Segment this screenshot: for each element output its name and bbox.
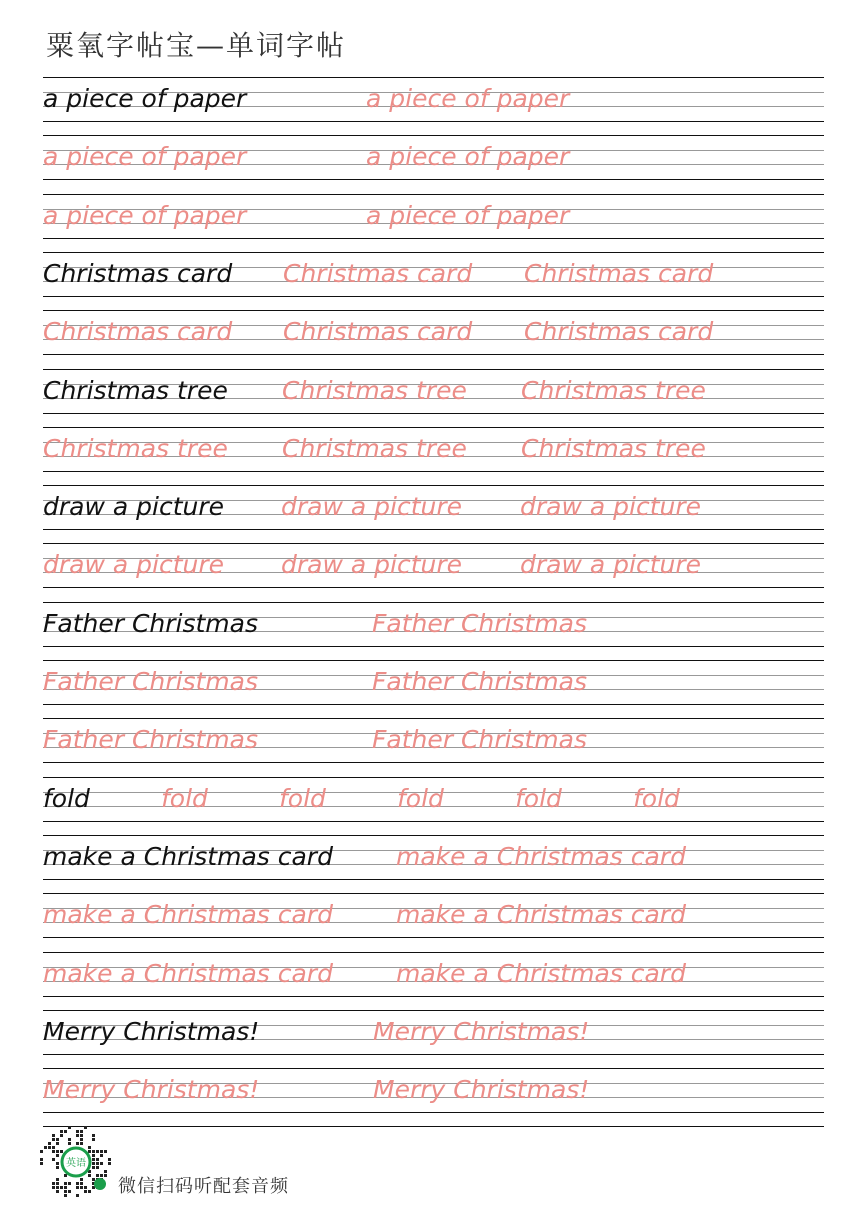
- writing-row: [43, 1068, 824, 1126]
- qr-module: [92, 1178, 95, 1181]
- model-word: draw a picture: [43, 492, 224, 522]
- qr-module: [80, 1138, 83, 1141]
- qr-module: [108, 1162, 111, 1165]
- qr-module: [60, 1186, 63, 1189]
- trace-word: draw a picture: [281, 492, 462, 522]
- qr-module: [56, 1166, 59, 1169]
- qr-module: [96, 1162, 99, 1165]
- writing-row: [43, 1010, 824, 1068]
- trace-word: Father Christmas: [372, 725, 588, 755]
- guide-line: [43, 777, 824, 778]
- writing-row: [43, 602, 824, 660]
- qr-module: [40, 1162, 43, 1165]
- qr-module: [88, 1150, 91, 1153]
- trace-word: a piece of paper: [366, 84, 570, 113]
- model-word: Father Christmas: [43, 608, 259, 638]
- trace-word: Christmas tree: [521, 375, 706, 405]
- qr-module: [48, 1142, 51, 1145]
- guide-line: [43, 413, 824, 414]
- qr-module: [56, 1186, 59, 1189]
- trace-word: Christmas card: [43, 317, 233, 347]
- guide-line: [43, 427, 824, 428]
- guide-line: [43, 704, 824, 705]
- qr-module: [84, 1126, 87, 1129]
- qr-module: [92, 1154, 95, 1157]
- trace-word: Christmas card: [283, 317, 473, 347]
- qr-module: [96, 1174, 99, 1177]
- writing-row: [43, 952, 824, 1010]
- guide-line: [43, 1068, 824, 1069]
- qr-module: [64, 1182, 67, 1185]
- qr-module: [48, 1146, 51, 1149]
- qr-module: [76, 1130, 79, 1133]
- trace-word: Father Christmas: [372, 667, 588, 696]
- qr-module: [68, 1190, 71, 1193]
- trace-word: draw a picture: [281, 550, 462, 580]
- writing-row: [43, 777, 824, 835]
- writing-row: [43, 893, 824, 951]
- trace-word: Father Christmas: [43, 725, 259, 755]
- trace-word: Christmas card: [524, 317, 714, 347]
- trace-word: draw a picture: [520, 492, 701, 522]
- guide-line: [43, 252, 824, 253]
- guide-line: [43, 893, 824, 894]
- guide-line: [43, 354, 824, 355]
- guide-line: [43, 835, 824, 836]
- qr-module: [68, 1126, 71, 1129]
- qr-module: [100, 1162, 103, 1165]
- guide-line: [43, 718, 824, 719]
- qr-module: [52, 1146, 55, 1149]
- qr-module: [40, 1150, 43, 1153]
- trace-word: make a Christmas card: [396, 958, 686, 988]
- trace-word: Christmas tree: [43, 433, 228, 463]
- qr-module: [76, 1186, 79, 1189]
- model-word: Merry Christmas!: [43, 1016, 260, 1046]
- guide-line: [43, 952, 824, 953]
- guide-line: [43, 1010, 824, 1011]
- qr-module: [80, 1142, 83, 1145]
- writing-row: [43, 77, 824, 135]
- qr-module: [104, 1150, 107, 1153]
- qr-module: [76, 1134, 79, 1137]
- qr-module: [56, 1150, 59, 1153]
- qr-module: [64, 1186, 67, 1189]
- qr-module: [60, 1130, 63, 1133]
- qr-module: [96, 1150, 99, 1153]
- guide-line: [43, 646, 824, 647]
- writing-row: [43, 718, 824, 776]
- qr-module: [60, 1150, 63, 1153]
- qr-module: [56, 1142, 59, 1145]
- guide-line: [43, 310, 824, 311]
- qr-corner-dot: [94, 1178, 106, 1190]
- qr-module: [84, 1186, 87, 1189]
- qr-module: [76, 1142, 79, 1145]
- qr-module: [76, 1194, 79, 1197]
- trace-word: a piece of paper: [43, 200, 247, 230]
- qr-module: [56, 1138, 59, 1141]
- trace-word: make a Christmas card: [43, 958, 333, 988]
- qr-module: [100, 1174, 103, 1177]
- qr-module: [92, 1166, 95, 1169]
- qr-module: [52, 1150, 55, 1153]
- trace-word: draw a picture: [520, 550, 701, 580]
- guide-line: [43, 529, 824, 530]
- footer: [40, 1126, 340, 1198]
- trace-word: Father Christmas: [372, 608, 588, 638]
- trace-word: Christmas tree: [282, 433, 467, 463]
- model-word: Christmas tree: [43, 375, 228, 405]
- trace-word: Christmas tree: [282, 375, 467, 405]
- trace-word: fold: [279, 783, 326, 813]
- writing-row: [43, 485, 824, 543]
- guide-line: [43, 238, 824, 239]
- guide-line: [43, 587, 824, 588]
- trace-word: Christmas card: [524, 258, 714, 288]
- guide-line: [43, 602, 824, 603]
- qr-module: [80, 1186, 83, 1189]
- trace-word: Merry Christmas!: [373, 1016, 590, 1046]
- writing-row: [43, 427, 824, 485]
- qr-module: [52, 1186, 55, 1189]
- writing-row: [43, 310, 824, 368]
- qr-module: [100, 1154, 103, 1157]
- qr-module: [88, 1190, 91, 1193]
- guide-line: [43, 369, 824, 370]
- qr-module: [52, 1134, 55, 1137]
- guide-line: [43, 485, 824, 486]
- qr-module: [76, 1182, 79, 1185]
- qr-code-icon[interactable]: [40, 1126, 112, 1198]
- trace-word: draw a picture: [43, 550, 224, 580]
- guide-line: [43, 121, 824, 122]
- qr-module: [108, 1158, 111, 1161]
- qr-module: [68, 1138, 71, 1141]
- qr-module: [68, 1142, 71, 1145]
- model-word: fold: [43, 783, 90, 813]
- qr-module: [96, 1158, 99, 1161]
- guide-line: [43, 937, 824, 938]
- trace-word: Father Christmas: [43, 667, 259, 696]
- qr-module: [44, 1146, 47, 1149]
- guide-line: [43, 194, 824, 195]
- guide-line: [43, 135, 824, 136]
- qr-module: [64, 1174, 67, 1177]
- writing-row: [43, 252, 824, 310]
- trace-word: a piece of paper: [366, 142, 570, 172]
- model-word: a piece of paper: [43, 84, 247, 113]
- trace-word: a piece of paper: [366, 200, 570, 230]
- qr-module: [64, 1130, 67, 1133]
- qr-module: [52, 1158, 55, 1161]
- qr-module: [80, 1134, 83, 1137]
- guide-line: [43, 296, 824, 297]
- writing-row: [43, 194, 824, 252]
- guide-line: [43, 1054, 824, 1055]
- qr-module: [92, 1134, 95, 1137]
- qr-module: [96, 1166, 99, 1169]
- trace-word: Merry Christmas!: [373, 1075, 590, 1105]
- guide-line: [43, 471, 824, 472]
- qr-module: [92, 1162, 95, 1165]
- trace-word: fold: [397, 783, 444, 813]
- model-word: Christmas card: [43, 258, 233, 288]
- trace-word: fold: [515, 783, 562, 813]
- qr-module: [68, 1182, 71, 1185]
- trace-word: fold: [633, 783, 680, 813]
- guide-line: [43, 821, 824, 822]
- qr-module: [80, 1130, 83, 1133]
- writing-row: [43, 660, 824, 718]
- writing-row: [43, 369, 824, 427]
- writing-row: [43, 835, 824, 893]
- trace-word: Merry Christmas!: [43, 1075, 260, 1105]
- guide-line: [43, 762, 824, 763]
- qr-module: [104, 1174, 107, 1177]
- qr-module: [56, 1182, 59, 1185]
- trace-word: make a Christmas card: [43, 900, 333, 930]
- qr-module: [60, 1134, 63, 1137]
- qr-module: [92, 1150, 95, 1153]
- trace-word: Christmas tree: [521, 433, 706, 463]
- qr-module: [52, 1182, 55, 1185]
- qr-module: [100, 1150, 103, 1153]
- qr-module: [84, 1190, 87, 1193]
- trace-word: Christmas card: [283, 258, 473, 288]
- qr-module: [88, 1174, 91, 1177]
- writing-row: [43, 135, 824, 193]
- model-word: make a Christmas card: [43, 841, 333, 871]
- qr-module: [52, 1138, 55, 1141]
- qr-module: [92, 1158, 95, 1161]
- guide-line: [43, 77, 824, 78]
- qr-module: [80, 1178, 83, 1181]
- guide-line: [43, 179, 824, 180]
- qr-badge-label: 英语: [66, 1158, 86, 1169]
- trace-word: fold: [161, 783, 208, 813]
- qr-module: [88, 1146, 91, 1149]
- qr-module: [56, 1154, 59, 1157]
- qr-module: [56, 1162, 59, 1165]
- trace-word: make a Christmas card: [396, 841, 686, 871]
- guide-line: [43, 660, 824, 661]
- writing-row: [43, 543, 824, 601]
- page-title: 粟氧字帖宝—单词字帖: [46, 29, 347, 62]
- guide-line: [43, 879, 824, 880]
- trace-word: make a Christmas card: [396, 900, 686, 930]
- qr-module: [80, 1182, 83, 1185]
- qr-module: [56, 1178, 59, 1181]
- qr-module: [92, 1138, 95, 1141]
- qr-module: [40, 1158, 43, 1161]
- guide-line: [43, 1112, 824, 1113]
- guide-line: [43, 996, 824, 997]
- footer-caption: 微信扫码听配套音频: [118, 1176, 289, 1197]
- trace-word: a piece of paper: [43, 142, 247, 172]
- qr-module: [64, 1190, 67, 1193]
- qr-module: [104, 1170, 107, 1173]
- guide-line: [43, 543, 824, 544]
- qr-module: [56, 1190, 59, 1193]
- qr-module: [64, 1194, 67, 1197]
